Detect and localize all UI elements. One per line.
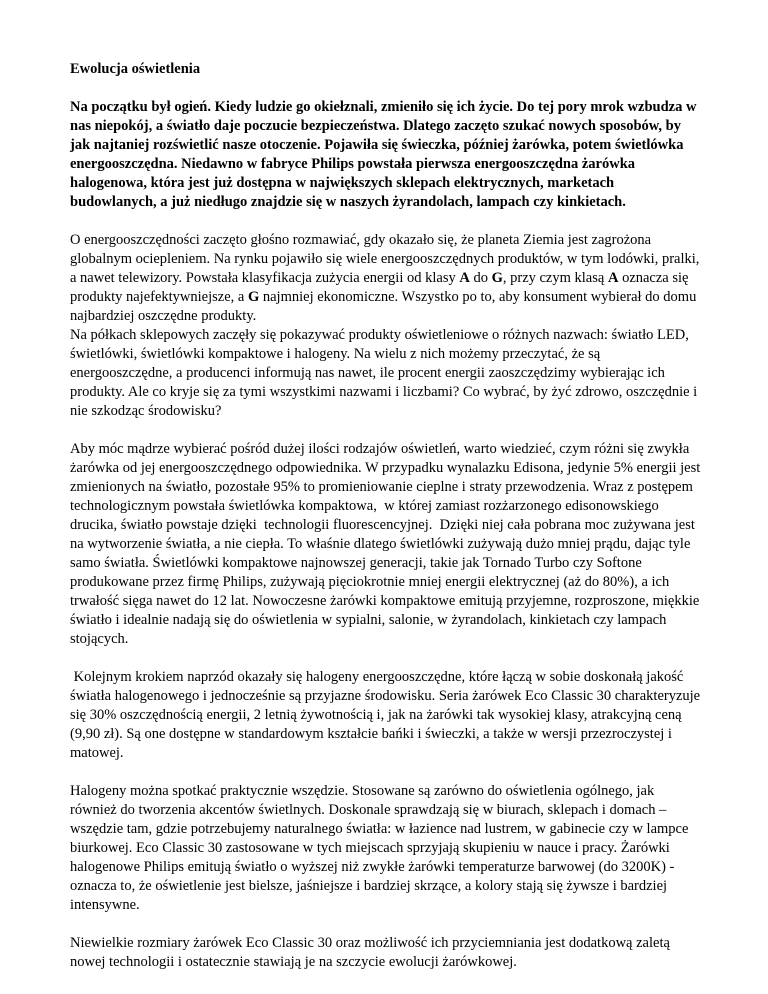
class-a-label: A xyxy=(607,270,619,286)
eco-halogen-paragraph: Kolejnym krokiem naprzód okazały się halogeny energooszczędne, które łączą w sobie doskonałą jakość światła halogenowego i jednocześnie są przyjazne środowisku. Seria żarówek Eco Classic 30 charakteryzuje się 30% oszczędnością energii, 2 letnią żywotnością i, jak na żarówki tak wysokiej klasy, atrakcyjną ceną (9,90 zł). Są one dostępne w standardowym kształcie bańki i świeczki, a także w wersji przezroczystej i matowej. xyxy=(70,669,704,761)
text-segment: O energooszczędności zaczęto głośno rozmawiać, gdy okazało się, że planeta Ziemia jest zagrożona globalnym ociepleniem. Na rynku pojawiło się wiele energooszczędnych produktów, w tym lodówki, pralki, a nawet telewizory. Powstała klasyfikacja zużycia energii od klasy xyxy=(70,232,704,286)
document-title: Ewolucja oświetlenia xyxy=(70,61,201,77)
conclusion-paragraph: Niewielkie rozmiary żarówek Eco Classic 30 oraz możliwość ich przyciemniania jest dodatkową zaletą nowej technologii i ostatecznie stawiają je na szczycie ewolucji żarówkowej. xyxy=(70,935,674,970)
text-segment: najmniej ekonomiczne. Wszystko po to, aby konsument wybierał do domu najbardziej oszczędne produkty. xyxy=(70,289,700,324)
text-segment: do xyxy=(469,270,492,286)
halogen-usage-paragraph: Halogeny można spotkać praktycznie wszędzie. Stosowane są zarówno do oświetlenia ogólnego, jak również do tworzenia akcentów świetlnych. Doskonale sprawdzają się w biurach, sklepach i domach – wszędzie tam, gdzie potrzebujemy naturalnego światła: w łazience nad lustrem, w gabinecie czy w lampce biurkowej. Eco Classic 30 zastosowane w tych miejscach sprzyjają skupieniu w nauce i pracy. Żarówki halogenowe Philips emitują światło o wyższej niż zwykłe żarówki temperaturze barwowej (do 3200K) - oznacza to, że oświetlenie jest bielsze, jaśniejsze i bardziej skrzące, a kolory stają się żywsze i bardziej intensywne. xyxy=(70,783,693,913)
shelf-products-text: Na półkach sklepowych zaczęły się pokazywać produkty oświetleniowe o różnych nazwach: światło LED, świetlówki, świetlówki kompaktowe i halogeny. Na wielu z nich możemy przeczytać, że są energooszczędne, a producenci informują nas nawet, ile procent energii zaoszczędzimy wybierając ich produkty. Ale co kryje się za tymi wszystkimi nazwami i liczbami? Co wybrać, by żyć zdrowo, oszczędnie i nie szkodząc środowisku? xyxy=(70,327,701,419)
class-a-label: A xyxy=(459,270,470,286)
class-g-label: G xyxy=(491,270,503,286)
bulb-comparison-paragraph: Aby móc mądrze wybierać pośród dużej ilości rodzajów oświetleń, warto wiedzieć, czym różni się zwykła żarówka od jej energooszczędnego odpowiednika. W przypadku wynalazku Edisona, jedynie 5% energii jest zmienionych na światło, pozostałe 95% to promieniowanie cieplne i straty przewodzenia. Wraz z postępem technologicznym powstała świetlówka kompaktowa, w której zamiast rozżarzonego edisonowskiego drucika, światło powstaje dzięki technologii fluorescencyjnej. Dzięki niej cała pobrana moc zużywana jest na wytworzenie światła, a nie ciepła. To właśnie dlatego świetlówki zużywają dużo mniej prądu, dając tyle samo światła. Świetlówki kompaktowe najnowszej generacji, takie jak Tornado Turbo czy Softone produkowane przez firmę Philips, zużywają pięciokrotnie mniej energii elektrycznej (aż do 80%), a ich trwałość sięga nawet do 12 lat. Nowoczesne żarówki kompaktowe emitują przyjemne, rozproszone, miękkie światło i idealnie nadają się do oświetlenia w sypialni, salonie, w żyrandolach, kinkietach czy lampach stojących. xyxy=(70,441,704,647)
text-segment: oznacza się produkty najefektywniejsze, a xyxy=(70,270,693,305)
classification-text xyxy=(70,231,702,326)
text-segment: , przy czym klasą xyxy=(502,270,608,286)
intro-paragraph: Na początku był ogień. Kiedy ludzie go okiełznali, zmieniło się ich życie. Do tej pory mrok wzbudza w nas niepokój, a światło daje poczucie bezpieczeństwa. Dlatego zaczęto szukać nowych sposobów, by jak najtaniej rozświetlić nasze otoczenie. Pojawiła się świeczka, później żarówka, potem świetlówka energooszczędna. Niedawno w fabryce Philips powstała pierwsza energooszczędna żarówka halogenowa, która jest już dostępna w największych sklepach elektrycznych, marketach budowlanych, a już niedługo znajdzie się w naszych żyrandolach, lampach czy kinkietach. xyxy=(70,99,701,210)
class-g-label: G xyxy=(247,289,260,305)
energy-classification-paragraph xyxy=(70,231,702,421)
